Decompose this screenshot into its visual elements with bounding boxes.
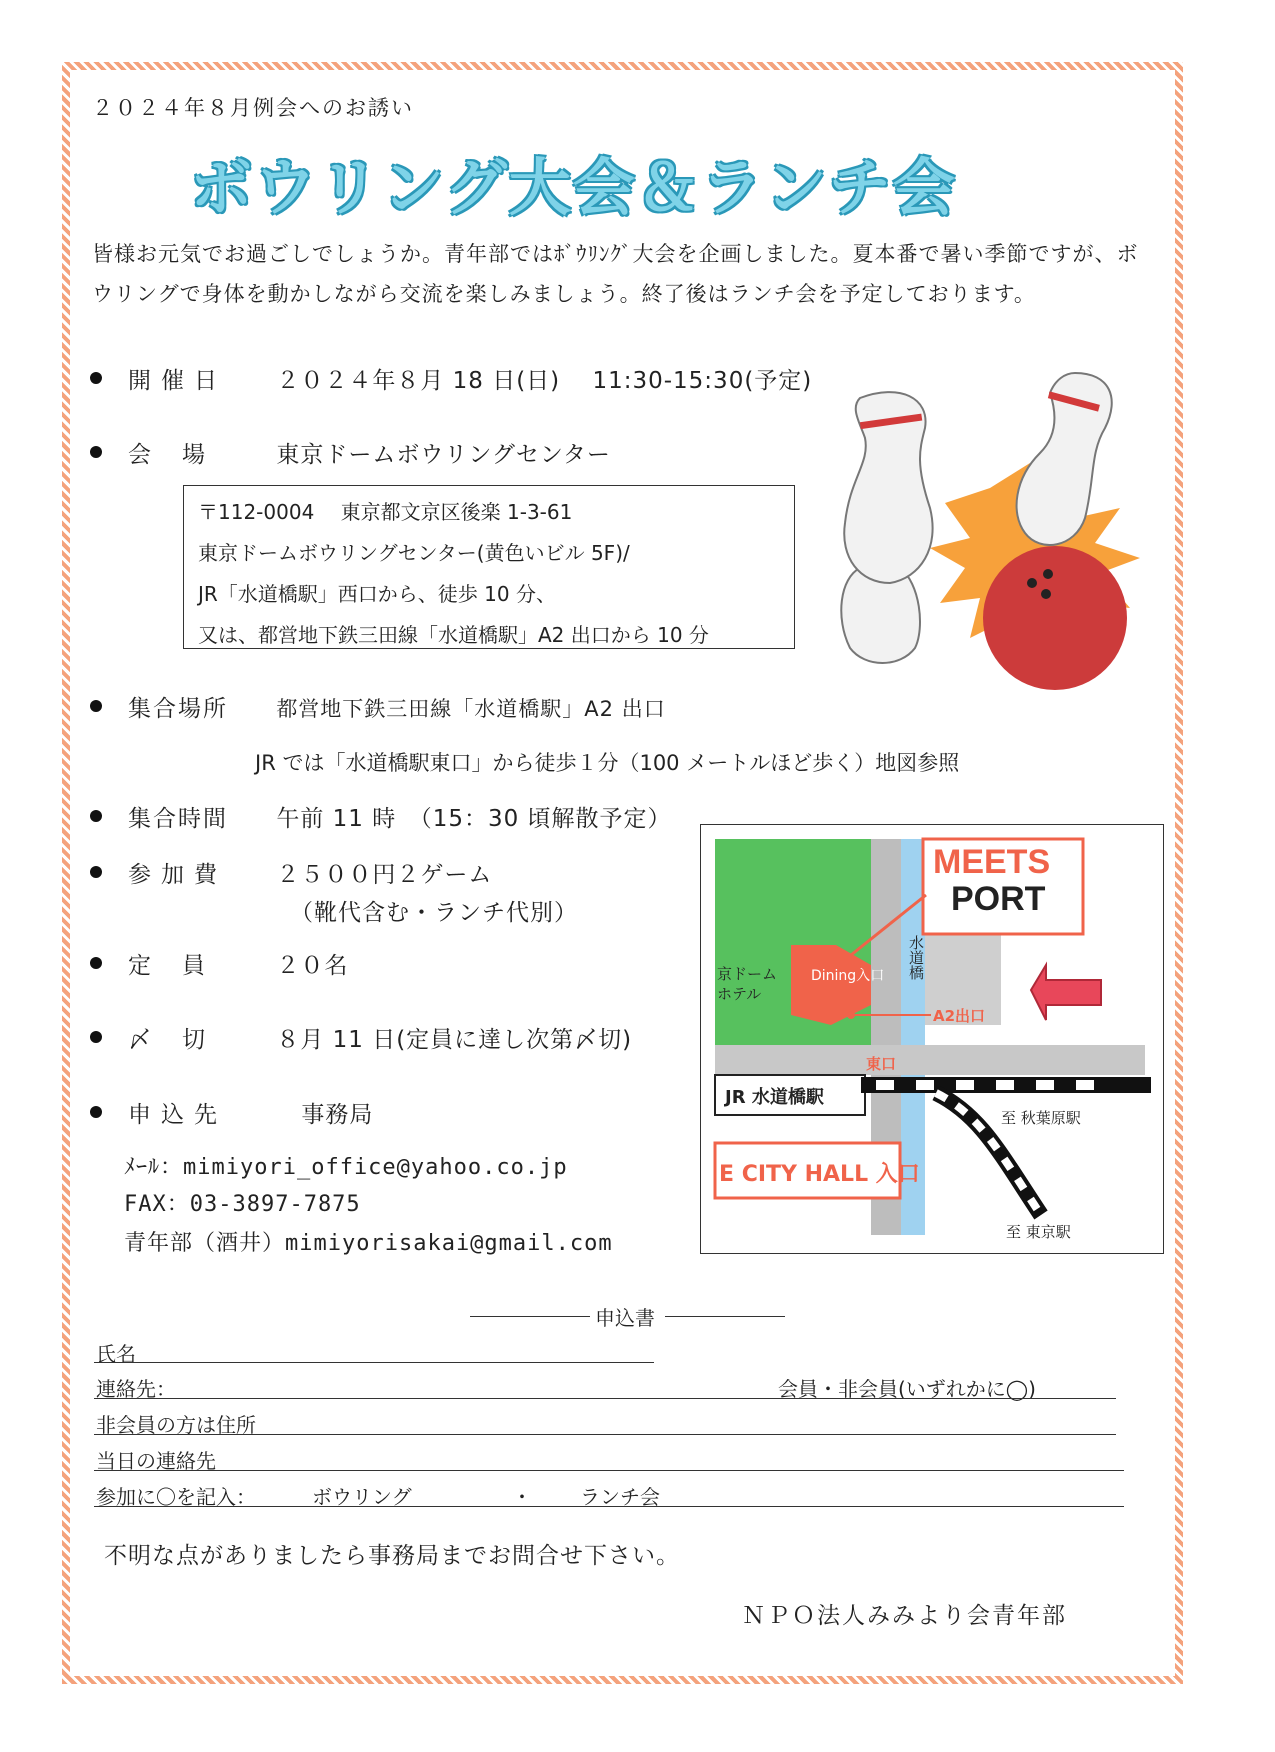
map-graphic	[701, 825, 1163, 1253]
meeting-place-value: 都営地下鉄三田線「水道橋駅」A2 出口	[276, 697, 666, 721]
east-exit-label: 東口	[866, 1055, 897, 1073]
form-address-line[interactable]	[94, 1434, 1116, 1435]
bullet	[90, 810, 102, 822]
inquiry-note: 不明な点がありましたら事務局までお問合せ下さい。	[104, 1543, 680, 1569]
form-contact-line[interactable]	[94, 1398, 1116, 1399]
meeting-time-row	[128, 800, 672, 833]
meeting-place-row	[128, 690, 666, 723]
contact-mail: ﾒｰﾙ：mimiyori_office@yahoo.co.jp	[124, 1155, 568, 1180]
bullet	[90, 700, 102, 712]
venue-value: 東京ドームボウリングセンター	[276, 442, 611, 468]
meeting-place-note: JR では「水道橋駅東口」から徒歩１分（100 メートルほど歩く）地図参照	[255, 751, 960, 775]
invitation-line: ２０２４年８月例会へのお誘い	[92, 96, 414, 120]
form-day-contact-label: 当日の連絡先	[96, 1449, 216, 1473]
city-hall-label: E CITY HALL 入口	[719, 1162, 920, 1187]
venue-address-box	[183, 485, 795, 649]
deadline-value: ８月 11 日(定員に達し次第〆切)	[276, 1027, 633, 1053]
access-map	[700, 824, 1164, 1254]
apply-label: 申込先	[128, 1102, 227, 1128]
bowling-illustration	[820, 368, 1165, 708]
venue-row	[128, 436, 611, 469]
fee-value: ２５００円２ゲーム	[276, 862, 493, 888]
fee-note: （靴代含む・ランチ代別）	[290, 900, 578, 926]
form-participation-line	[94, 1506, 1124, 1507]
form-participation-label: 参加に〇を記入：	[96, 1485, 256, 1509]
bullet	[90, 1031, 102, 1043]
form-name-line[interactable]	[94, 1362, 654, 1363]
intro-paragraph: 皆様お元気でお過ごしでしょうか。青年部ではﾎﾞｳﾘﾝｸﾞ大会を企画しました。夏本番で暑い季節ですが、ボウリングで身体を動かしながら交流を楽しみましょう。終了後はランチ会を予定しております。	[92, 242, 1139, 306]
contact-fax: FAX：03-3897-7875	[124, 1192, 361, 1217]
form-contact-label: 連絡先：	[96, 1377, 176, 1401]
form-heading-rule	[665, 1316, 785, 1317]
bullet	[90, 957, 102, 969]
jr-station-label: JR 水道橋駅	[725, 1087, 824, 1108]
meeting-place-label: 集合場所	[128, 696, 228, 722]
contact-youth: 青年部（酒井）mimiyorisakai@gmail.com	[124, 1231, 613, 1256]
fee-label: 参加費	[128, 862, 227, 888]
address-line: 〒112-0004 東京都文京区後楽 1-3-61	[198, 500, 573, 524]
bullet	[90, 372, 102, 384]
option-lunch[interactable]: ランチ会	[580, 1485, 660, 1509]
hotel-label: ホテル	[717, 985, 762, 1003]
date-label: 開催日	[128, 368, 227, 394]
capacity-row	[128, 947, 348, 980]
capacity-value: ２０名	[276, 953, 349, 979]
apply-row	[128, 1096, 373, 1129]
a2-exit-label: A2出口	[933, 1007, 986, 1025]
bullet	[90, 866, 102, 878]
address-line: 又は、都営地下鉄三田線「水道橋駅」A2 出口から 10 分	[198, 623, 709, 647]
apply-value: 事務局	[301, 1102, 374, 1128]
to-akihabara-label: 至 秋葉原駅	[1001, 1109, 1081, 1127]
fee-row	[128, 856, 492, 889]
form-member-choice[interactable]: 会員・非会員(いずれかに◯)	[778, 1377, 1036, 1401]
deadline-label: 〆 切	[128, 1027, 209, 1053]
date-value: ２０２４年８月 18 日(日) 11:30-15:30(予定)	[276, 368, 813, 394]
meets-port-logo-sub: PORT	[951, 880, 1046, 918]
dining-entrance: Dining入口	[811, 968, 885, 984]
capacity-label: 定 員	[128, 953, 209, 979]
form-heading: 申込書	[595, 1306, 655, 1330]
meeting-time-value: 午前 11 時 （15：30 頃解散予定）	[276, 806, 672, 832]
page-title: ボウリング大会＆ランチ会	[190, 151, 957, 224]
date-row	[128, 362, 812, 395]
form-heading-rule	[470, 1316, 590, 1317]
meeting-time-label: 集合時間	[128, 806, 228, 832]
form-address-label: 非会員の方は住所	[96, 1413, 256, 1437]
bullet	[90, 446, 102, 458]
bullet	[90, 1106, 102, 1118]
meets-port-logo: MEETS	[933, 843, 1051, 881]
option-bowling[interactable]: ボウリング	[312, 1485, 412, 1509]
to-tokyo-label: 至 東京駅	[1006, 1223, 1071, 1241]
venue-label: 会 場	[128, 442, 209, 468]
hotel-label: 京ドーム	[717, 965, 778, 983]
address-line: 東京ドームボウリングセンター(黄色いビル 5F)/	[198, 541, 630, 565]
form-name-label: 氏名	[96, 1342, 136, 1366]
deadline-row	[128, 1021, 632, 1054]
address-line: JR「水道橋駅」西口から、徒歩 10 分、	[198, 582, 556, 606]
river-label: 水道橋	[907, 935, 925, 980]
option-separator: ・	[512, 1485, 532, 1509]
form-day-contact-line[interactable]	[94, 1470, 1124, 1471]
bowling-ball	[983, 546, 1127, 690]
organization-name: ＮＰＯ法人みみより会青年部	[742, 1603, 1067, 1629]
